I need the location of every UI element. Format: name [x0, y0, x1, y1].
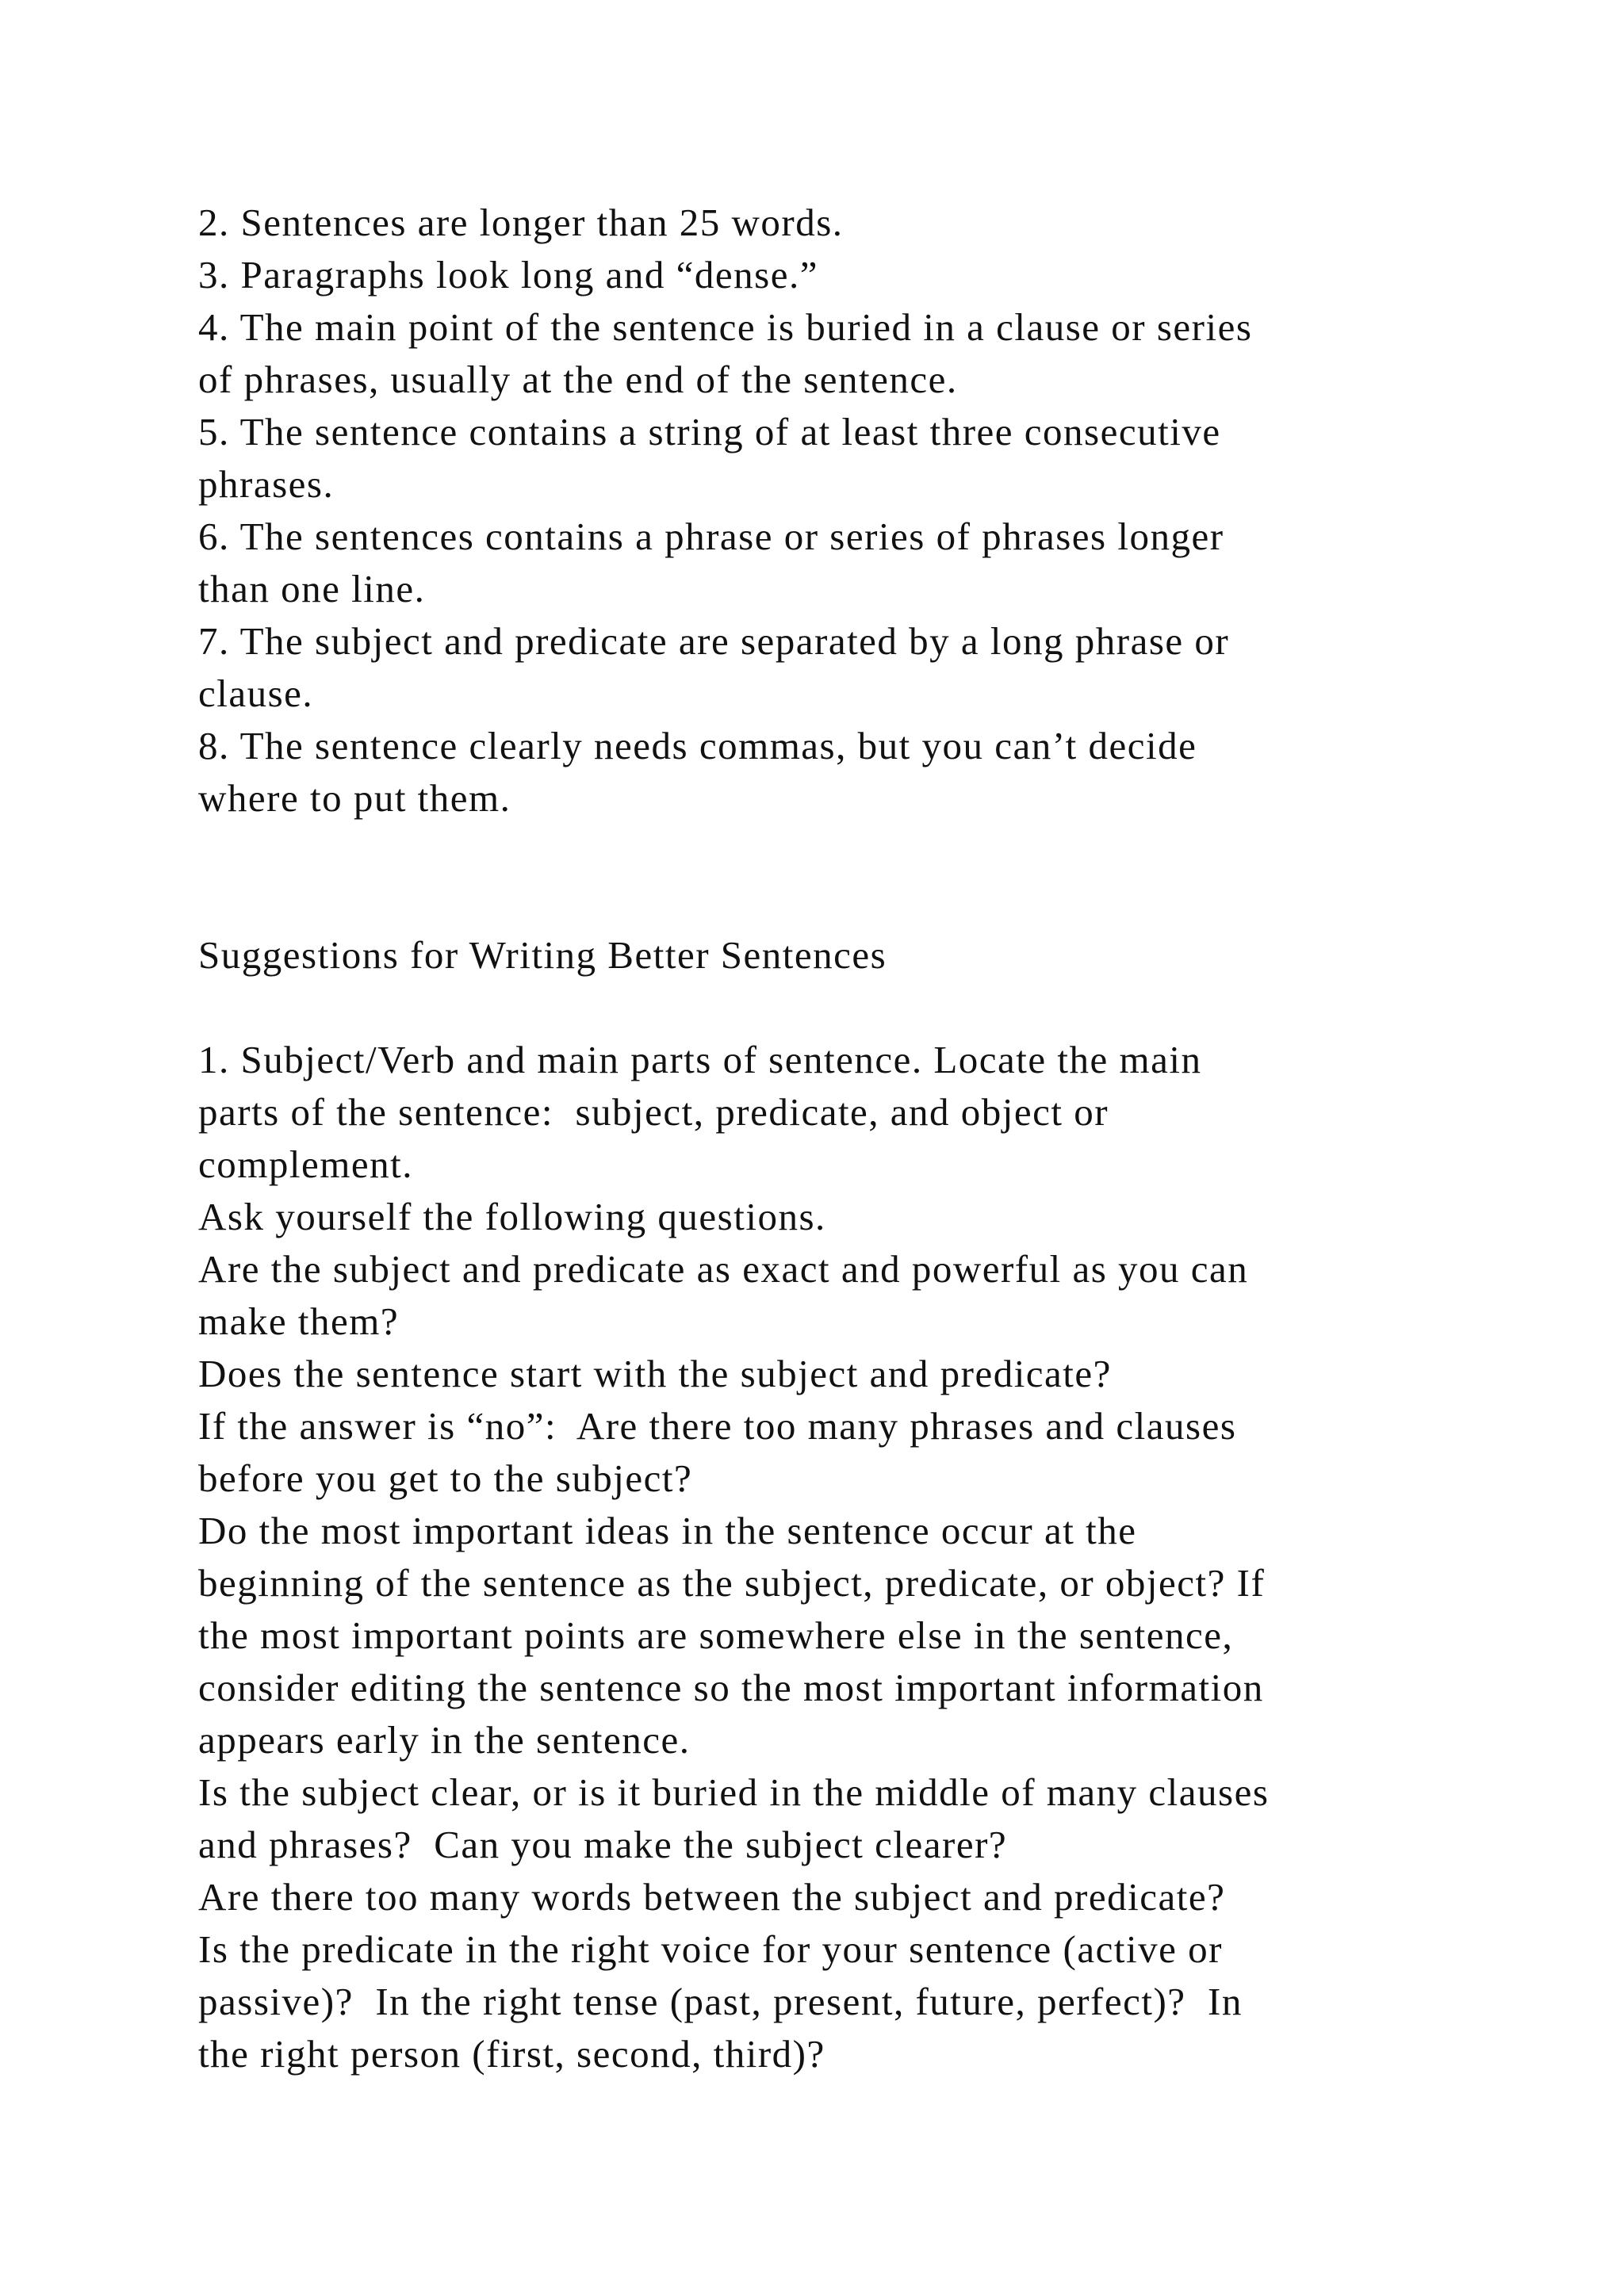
section-heading: Suggestions for Writing Better Sentences [198, 933, 887, 977]
document-page [198, 197, 1546, 2080]
text-line: than one line. [198, 567, 426, 610]
text-line: Ask yourself the following questions. [198, 1195, 826, 1238]
text-line: 6. The sentences contains a phrase or series of phrases longer [198, 515, 1224, 558]
text-line: Do the most important ideas in the sentence occur at the [198, 1509, 1137, 1552]
text-line: appears early in the sentence. [198, 1718, 691, 1762]
text-line: Are there too many words between the subject and predicate? [198, 1875, 1226, 1919]
text-line: 1. Subject/Verb and main parts of sentence. Locate the main [198, 1038, 1202, 1081]
text-line: Does the sentence start with the subject and predicate? [198, 1352, 1112, 1395]
text-line: before you get to the subject? [198, 1456, 693, 1500]
text-line: Is the predicate in the right voice for your sentence (active or [198, 1927, 1223, 1971]
text-line: Are the subject and predicate as exact and powerful as you can [198, 1247, 1249, 1291]
text-line: beginning of the sentence as the subject, predicate, or object? If [198, 1561, 1266, 1605]
text-line: 8. The sentence clearly needs commas, but you can’t decide [198, 724, 1197, 767]
text-line: the most important points are somewhere else in the sentence, [198, 1613, 1234, 1657]
text-line: passive)? In the right tense (past, present, future, perfect)? In [198, 1980, 1243, 2023]
text-line: 3. Paragraphs look long and “dense.” [198, 253, 818, 297]
text-line: phrases. [198, 462, 335, 506]
text-line: 2. Sentences are longer than 25 words. [198, 201, 844, 244]
text-line: where to put them. [198, 776, 511, 820]
text-line: 5. The sentence contains a string of at least three consecutive [198, 410, 1221, 453]
blank-line [198, 877, 1546, 929]
text-line: clause. [198, 672, 314, 715]
text-line: of phrases, usually at the end of the sentence. [198, 358, 958, 401]
text-line: If the answer is “no”: Are there too many phrases and clauses [198, 1404, 1237, 1448]
text-line: parts of the sentence: subject, predicate, and object or [198, 1090, 1109, 1134]
text-line: the right person (first, second, third)? [198, 2032, 825, 2076]
text-line: 7. The subject and predicate are separated by a long phrase or [198, 619, 1230, 663]
text-line: make them? [198, 1299, 400, 1343]
blank-line [198, 825, 1546, 877]
text-line: complement. [198, 1142, 413, 1186]
text-line: and phrases? Can you make the subject clearer? [198, 1823, 1008, 1866]
blank-line [198, 982, 1546, 1034]
text-line: Is the subject clear, or is it buried in the middle of many clauses [198, 1770, 1270, 1814]
text-line: consider editing the sentence so the most important information [198, 1666, 1264, 1709]
text-line: 4. The main point of the sentence is buried in a clause or series [198, 305, 1253, 349]
